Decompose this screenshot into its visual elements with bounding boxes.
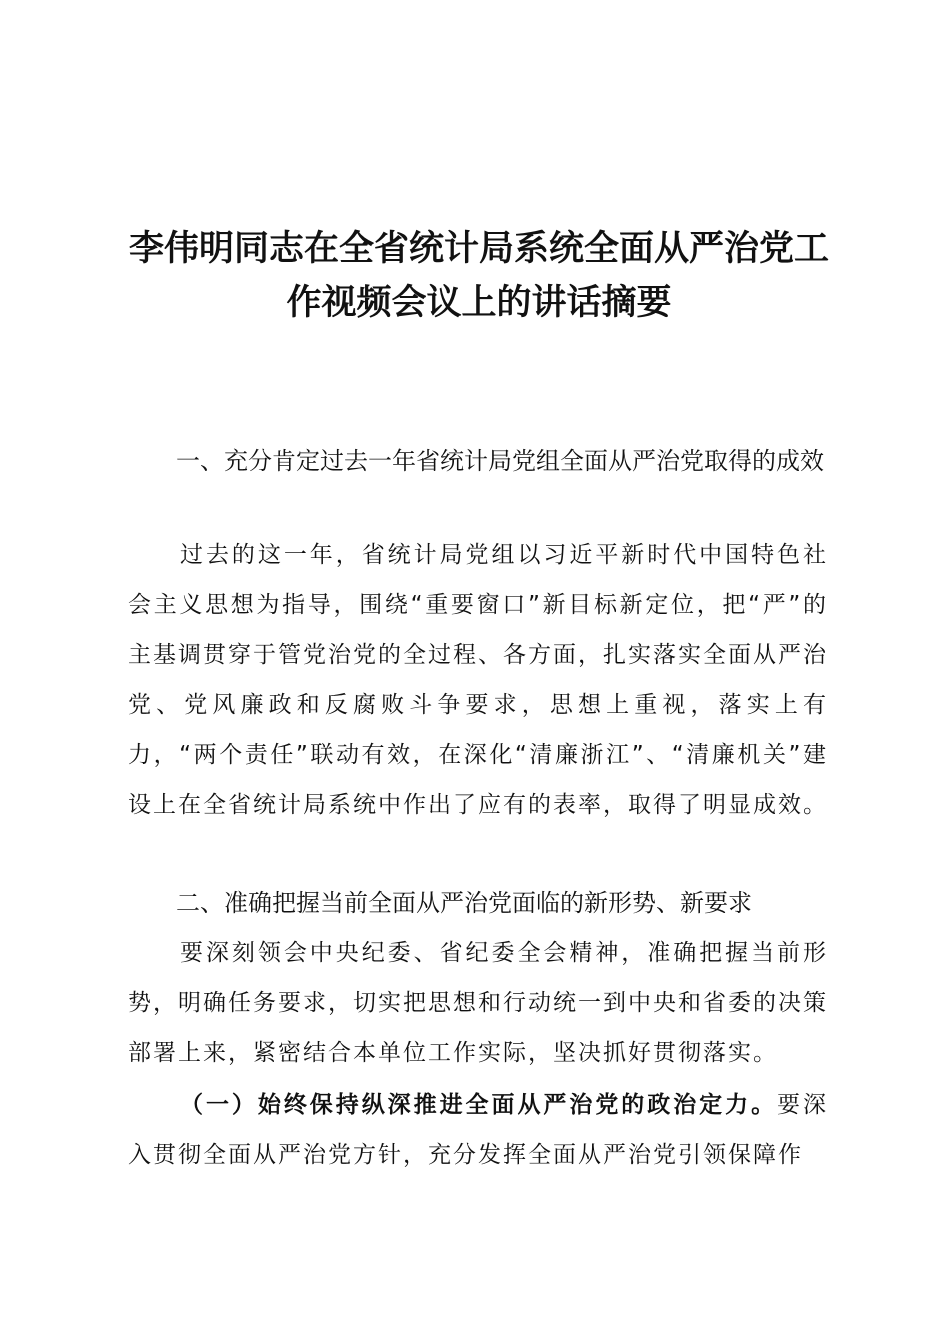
subsection-1-lead: （一）始终保持纵深推进全面从严治党的政治定力。 (180, 1091, 778, 1118)
subsection-1-paragraph (128, 1080, 828, 1180)
document-title: 李伟明同志在全省统计局系统全面从严治党工作视频会议上的讲话摘要 (128, 228, 829, 323)
section-2-paragraph: 要深刻领会中央纪委、省纪委全会精神，准确把握当前形势，明确任务要求，切实把思想和行动统一到中央和省委的决策部署上来，紧密结合本单位工作实际，坚决抓好贯彻落实。 (128, 940, 828, 1066)
section-1-heading: 一、充分肯定过去一年省统计局党组全面从严治党取得的成效 (176, 447, 824, 475)
section-2-heading: 二、准确把握当前全面从严治党面临的新形势、新要求 (176, 889, 752, 917)
subsection-1-text: 要深入贯彻全面从严治党方针，充分发挥全面从严治党引领保障作 (128, 1092, 829, 1168)
section-1-paragraph: 过去的这一年，省统计局党组以习近平新时代中国特色社会主义思想为指导，围绕“重要窗口”新目标新定位，把“严”的主基调贯穿于管党治党的全过程、各方面，扎实落实全面从严治党、党风廉政和反腐败斗争要求，思想上重视，落实上有力，“两个责任”联动有效，在深化“清廉浙江”、“清廉机关”建设上在全省统计局系统中作出了应有的表率，取得了明显成效。 (128, 542, 828, 818)
